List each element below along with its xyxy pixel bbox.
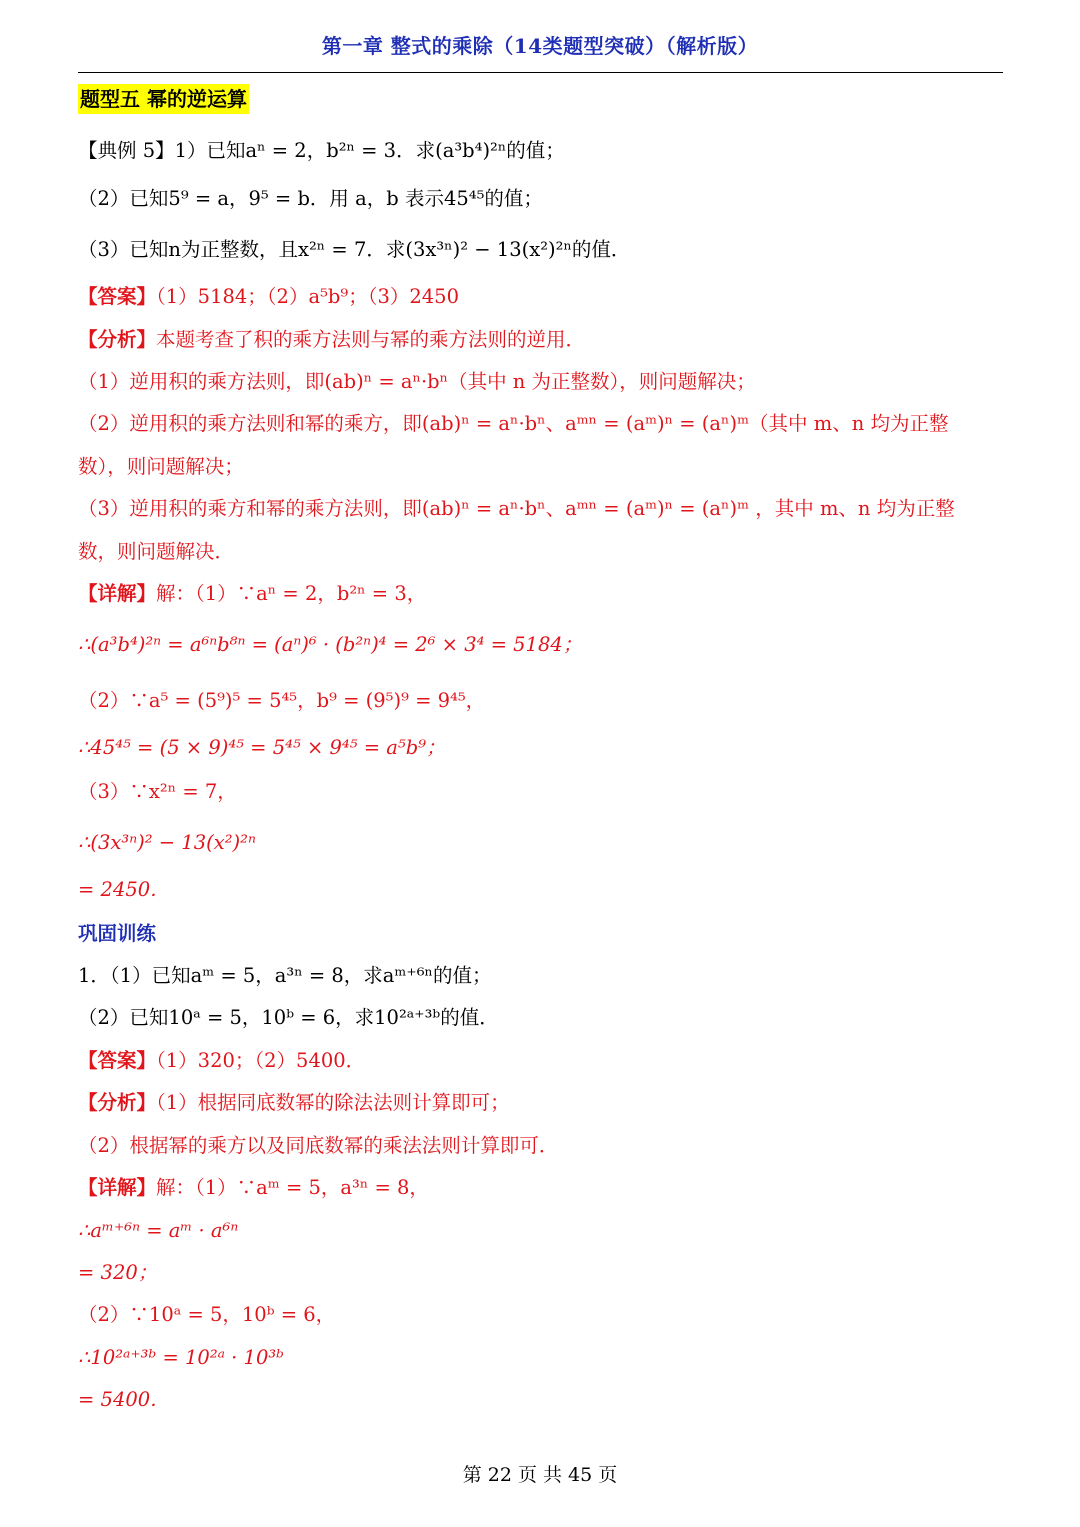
- detail-step-3: （2）∵a⁵ = (5⁹)⁵ = 5⁴⁵，b⁹ = (9⁵)⁹ = 9⁴⁵，: [78, 689, 486, 712]
- practice-answer-text: （1）320；（2）5400．: [156, 1049, 366, 1072]
- practice-answer-tag: 【答案】: [78, 1049, 157, 1072]
- practice-analysis-text-1: （1）根据同底数幂的除法法则计算即可；: [156, 1091, 510, 1114]
- section-title: 题型五 幂的逆运算: [78, 84, 249, 114]
- practice-detail-step-6: = 5400．: [78, 1388, 170, 1411]
- practice-detail-text-1: 解：（1）∵aᵐ = 5，a³ⁿ = 8，: [156, 1176, 429, 1199]
- detail-step-6: ∴(3x³ⁿ)² − 13(x²)²ⁿ: [78, 831, 256, 854]
- detail-step-4: ∴45⁴⁵ = (5 × 9)⁴⁵ = 5⁴⁵ × 9⁴⁵ = a⁵b⁹；: [78, 736, 446, 759]
- example-question-3: （3）已知n为正整数，且x²ⁿ = 7．求(3x³ⁿ)² − 13(x²)²ⁿ的值．: [78, 238, 631, 261]
- practice-detail-line: [78, 1175, 1010, 1201]
- analysis-step-2a: （2）逆用积的乘方法则和幂的乘方，即(ab)ⁿ = aⁿ·bⁿ、aᵐⁿ = (aᵐ)ⁿ = (aⁿ)ᵐ（其中 m、n 均为正整: [78, 412, 949, 435]
- practice-analysis-step-2: （2）根据幂的乘方以及同底数幂的乘法法则计算即可．: [78, 1134, 559, 1157]
- analysis-text: 本题考查了积的乘方法则与幂的乘方法则的逆用．: [156, 328, 586, 351]
- practice-question-1: 1．（1）已知aᵐ = 5，a³ⁿ = 8，求aᵐ⁺⁶ⁿ的值；: [78, 964, 492, 987]
- detail-text-1: 解：（1）∵aⁿ = 2，b²ⁿ = 3，: [156, 582, 427, 605]
- analysis-step-1: （1）逆用积的乘方法则，即(ab)ⁿ = aⁿ·bⁿ（其中 n 为正整数），则问题解决；: [78, 370, 756, 393]
- practice-answer-line: [78, 1048, 1010, 1074]
- answer-tag: 【答案】: [78, 285, 157, 308]
- detail-tag: 【详解】: [78, 582, 157, 605]
- practice-analysis-line: [78, 1090, 1010, 1116]
- practice-detail-tag: 【详解】: [78, 1176, 157, 1199]
- practice-analysis-tag: 【分析】: [78, 1091, 157, 1114]
- detail-step-2: ∴(a³b⁴)²ⁿ = a⁶ⁿb⁸ⁿ = (aⁿ)⁶ · (b²ⁿ)⁴ = 2⁶ × 3⁴ = 5184；: [78, 633, 583, 656]
- answer-text: （1）5184；（2）a⁵b⁹；（3）2450: [156, 285, 459, 308]
- analysis-step-3b: 数，则问题解决．: [78, 540, 235, 563]
- analysis-step-2b: 数），则问题解决；: [78, 455, 244, 478]
- example-answer-line: [78, 284, 1010, 310]
- detail-step-5: （3）∵x²ⁿ = 7，: [78, 780, 237, 803]
- practice-detail-step-5: ∴10²ᵃ⁺³ᵇ = 10²ᵃ · 10³ᵇ: [78, 1346, 284, 1369]
- practice-detail-step-4: （2）∵10ᵃ = 5，10ᵇ = 6，: [78, 1303, 336, 1326]
- page-header-title: 第一章 整式的乘除（14类题型突破）（解析版）: [321, 34, 759, 58]
- practice-title: 巩固训练: [78, 922, 157, 945]
- page-footer-number: 第 22 页 共 45 页: [462, 1464, 618, 1486]
- example-question-1: 【典例 5】1）已知aⁿ = 2，b²ⁿ = 3．求(a³b⁴)²ⁿ的值；: [78, 139, 565, 162]
- example-detail-line: [78, 581, 1010, 607]
- practice-detail-step-2: ∴aᵐ⁺⁶ⁿ = aᵐ · a⁶ⁿ: [78, 1219, 239, 1242]
- analysis-step-3a: （3）逆用积的乘方和幂的乘方法则，即(ab)ⁿ = aⁿ·bⁿ、aᵐⁿ = (aᵐ)ⁿ = (aⁿ)ᵐ ，其中 m、n 均为正整: [78, 497, 955, 520]
- practice-detail-step-3: = 320；: [78, 1261, 158, 1284]
- analysis-tag: 【分析】: [78, 328, 157, 351]
- header-divider: [78, 72, 1003, 73]
- example-question-2: （2）已知5⁹ = a，9⁵ = b．用 a，b 表示45⁴⁵的值；: [78, 187, 543, 210]
- example-analysis-line: [78, 327, 1010, 353]
- detail-step-7: = 2450．: [78, 878, 170, 901]
- practice-question-2: （2）已知10ᵃ = 5，10ᵇ = 6，求10²ᵃ⁺³ᵇ的值．: [78, 1006, 499, 1029]
